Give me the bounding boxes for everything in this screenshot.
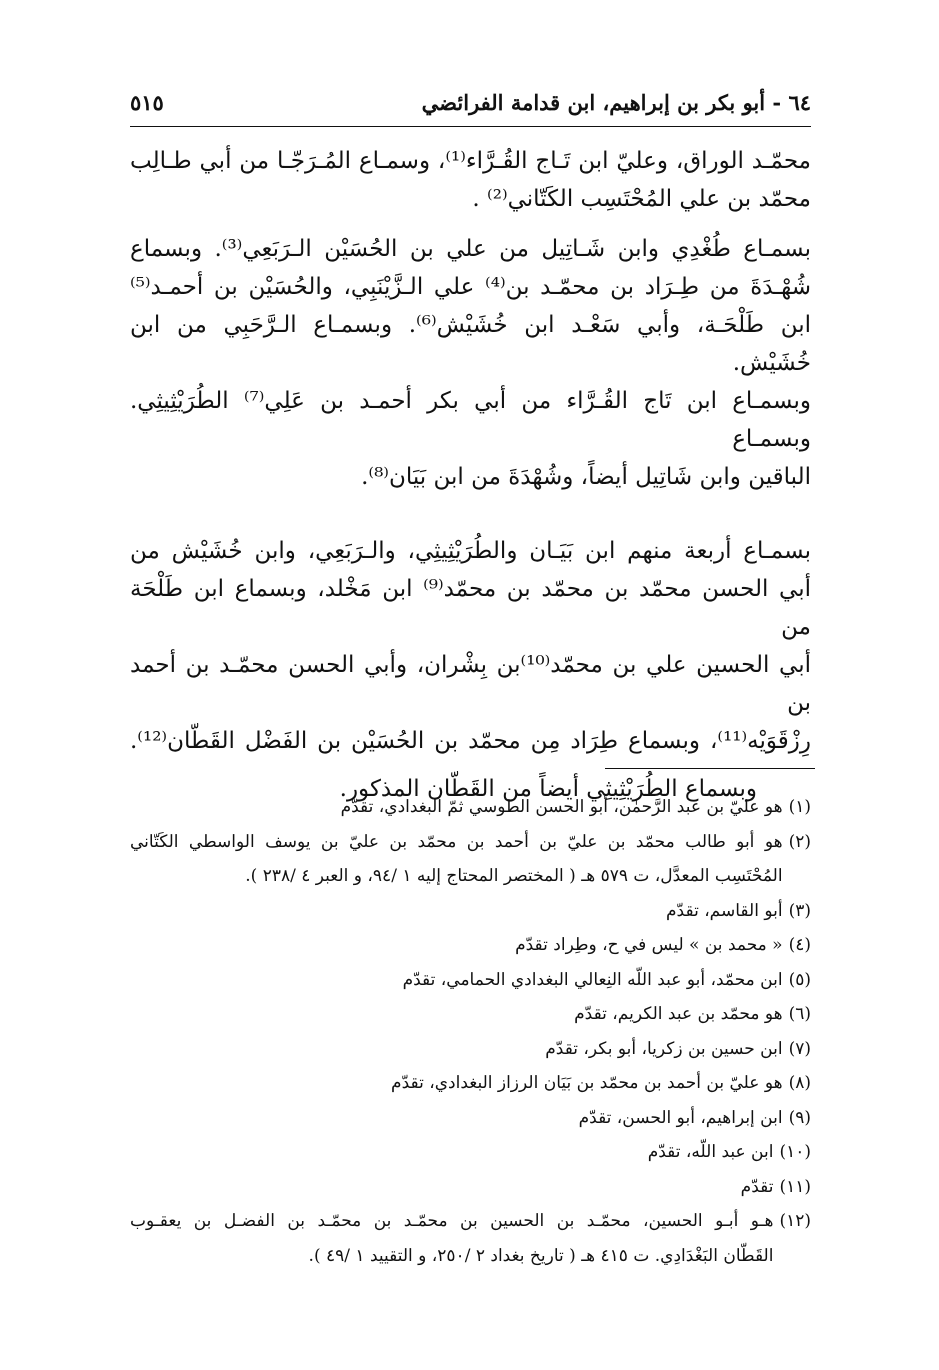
footnote-4 — [130, 928, 811, 963]
footnote-text: ابن محمّد، أبو عبد اللّه النِعالي البغدادي الحمامي، تقدّم — [402, 969, 783, 990]
running-header — [130, 82, 811, 122]
footnote-text: المُحْتَسِب المعدَّل، ت ٥٧٩ هـ ( المختصر المحتاج إليه ١ /٩٤، و العبر ٤ /٢٣٨ ). — [245, 866, 783, 886]
footnote-1 — [130, 790, 811, 825]
header-title: ٦٤ - أبو بكر بن إبراهيم، ابن قدامة الفرائضي — [421, 89, 811, 115]
paragraph-3 — [130, 532, 811, 760]
text-line: شُهْـدَةَ من طِـرَاد بن محمّـد بن⁽⁴⁾ علي الـزَّيْنَبِي، والحُسَيْن بن أحمـد⁽⁵⁾ — [130, 274, 811, 300]
text-line: محمّد بن علي المُحْتَسِب الكَتّاني⁽²⁾ . — [472, 186, 811, 212]
paragraph-2 — [130, 230, 811, 496]
paragraph-1 — [130, 142, 811, 218]
footnote-text: ابن حسين بن زكريا، أبو بكر، تقدّم — [545, 1038, 783, 1059]
text-line: وبسمـاع ابن تَاج القُـرَّاء من أبي بكر أحمـد بن عَلِي⁽⁷⁾ الطُرَيْثِيثِي. وبسمـاع — [130, 388, 811, 452]
footnote-text: ابن إبراهيم، أبو الحسن، تقدّم — [578, 1107, 783, 1128]
footnote-number: (٦) — [788, 1004, 811, 1024]
footnote-7 — [130, 1032, 811, 1067]
footnote-number: (٩) — [788, 1107, 811, 1128]
footnote-text: القَطّان البَغْدَادِي. ت ٤١٥ هـ ( تاريخ بغداد ٢ /٢٥٠، و التقييد ١ /٤٩ ). — [308, 1245, 774, 1266]
footnote-number: (١٢) — [779, 1211, 811, 1231]
page-number: ٥١٥ — [130, 89, 164, 115]
text-line: محمّـد الوراق، وعليّ ابن تَـاج القُـرَّاء⁽¹⁾، وسمـاع المُـرَجّـا من أبي طـالِب — [130, 148, 811, 174]
footnote-2 — [130, 825, 811, 894]
footnote-divider — [605, 768, 815, 769]
footnote-text: هو محمّد بن عبد الكريم، تقدّم — [574, 1004, 783, 1024]
footnote-11 — [130, 1170, 811, 1205]
footnote-number: (٧) — [788, 1038, 811, 1059]
text-line: أبي الحسين علي بن محمّد⁽¹⁰⁾بن بِشْران، وأبي الحسن محمّـد بن أحمد بن — [130, 652, 811, 716]
footnote-text: هـو أبـو الحسين، محمّـد بن الحسين بن محمّـد بن محمّـد بن الفضـل بن يعقـوب — [130, 1211, 774, 1231]
footnote-number: (٥) — [788, 969, 811, 990]
text-line: ابن طَلْحَـة، وأبي سَعْـد ابن خُشَيْش⁽⁶⁾. وبسمـاع الـرَّحَبِي من ابن خُشَيْش. — [130, 312, 812, 376]
footnote-number: (١٠) — [779, 1142, 811, 1162]
footnote-text: أبو القاسم، تقدّم — [666, 900, 783, 921]
footnote-12 — [130, 1204, 811, 1273]
footnote-number: (٢) — [788, 831, 811, 852]
footnote-text: ابن عبد اللّه، تقدّم — [647, 1142, 774, 1162]
header-divider — [130, 126, 811, 127]
footnote-9 — [130, 1101, 811, 1136]
footnote-text: هو عليّ بن أحمد بن محمّد بن بَيَان الرزاز البغدادي، تقدّم — [391, 1073, 783, 1093]
footnote-3 — [130, 894, 811, 929]
footnote-text: « محمد بن » ليس في ح، وطِراد تقدّم — [515, 935, 783, 955]
text-line: وبسماع الطُرَيْثِيثِي أيضاً من القَطّان المذكور. — [339, 776, 757, 802]
footnote-number: (٨) — [788, 1073, 811, 1093]
text-line: رِزْقَوَيْه⁽¹¹⁾، وبسماع طِرَاد مِن محمّد بن الحُسَيْن بن الفَضْل القَطّان⁽¹²⁾. — [130, 728, 811, 754]
footnote-5 — [130, 963, 811, 998]
text-line: أبي الحسن محمّد بن محمّد بن محمّد⁽⁹⁾ ابن مَخْلد، وبسماع ابن طَلْحَة من — [130, 576, 811, 640]
text-line: الباقين وابن شَاتِيل أيضاً، وشُهْدَةَ من ابن بَيَان⁽⁸⁾. — [361, 464, 811, 490]
text-line: بسمـاع طُغْدِي وابن شَـاتِيل من علي بن الحُسَيْن الـرَبَعِي⁽³⁾. وبسماع — [130, 236, 811, 262]
main-text — [130, 142, 811, 808]
footnote-10 — [130, 1135, 811, 1170]
footnote-6 — [130, 997, 811, 1032]
footnote-text: هو أبو طالب محمّد بن عليّ بن أحمد بن محمّد بن عليّ بن يوسف الواسطي الكَتّاني — [130, 831, 783, 852]
footnote-text: تقدّم — [740, 1176, 774, 1197]
footnote-8 — [130, 1066, 811, 1101]
text-line: بسمـاع أربعة منهم ابن بَيَـان والطُرَيْثِيثِي، والـرَبَعِي، وابن خُشَيْش من — [130, 538, 811, 564]
footnote-number: (١) — [788, 797, 811, 817]
footnotes — [130, 790, 811, 1273]
footnote-number: (١١) — [779, 1176, 811, 1197]
footnote-number: (٣) — [788, 900, 811, 921]
footnote-number: (٤) — [788, 935, 811, 955]
footnote-text: هو عليّ بن عبد الرَّحمٰن، أبو الحسن الطوسي ثمّ البغدادي، تقدّم — [340, 797, 783, 817]
